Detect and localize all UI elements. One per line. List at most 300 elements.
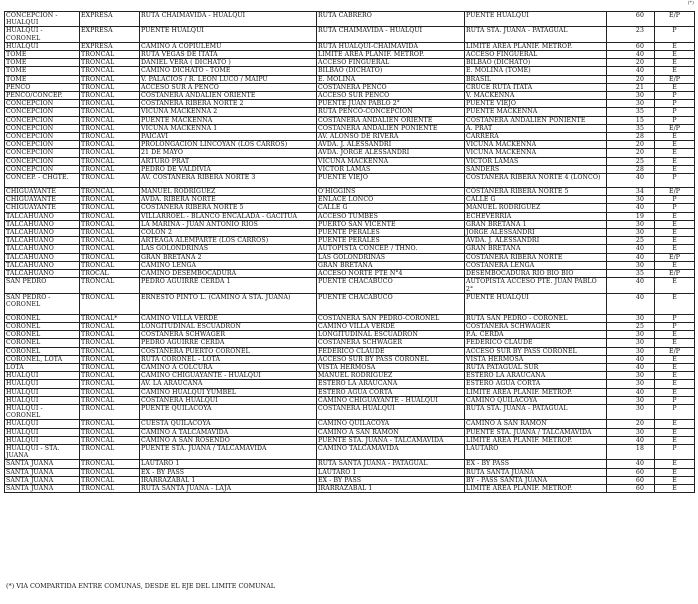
- cell-tipo: EXPRESA: [80, 12, 140, 27]
- cell-nombre-via: ACCESO SUR A PENCO: [140, 83, 317, 91]
- cell-estado: P: [655, 404, 695, 419]
- cell-estado: E: [655, 278, 695, 293]
- cell-hasta: VICUÑA MACKENNA: [465, 141, 607, 149]
- cell-tipo: TRONCAL: [80, 339, 140, 347]
- cell-tipo: TRONCAL: [80, 141, 140, 149]
- cell-nombre-via: RUTA CORONEL - LOTA: [140, 355, 317, 363]
- cell-estado: E: [655, 237, 695, 245]
- cell-hasta: COSTANERA ANDALIEN PONIENTE: [465, 116, 607, 124]
- cell-estado: E: [655, 67, 695, 75]
- cell-tipo: TRONCAL: [80, 67, 140, 75]
- cell-estado: E: [655, 141, 695, 149]
- cell-nombre-via: PAICAVI: [140, 133, 317, 141]
- cell-desde: COSTANERA SCHWAGER: [317, 339, 465, 347]
- cell-ancho: 40: [607, 293, 655, 314]
- cell-comuna: TALCAHUANO: [5, 220, 80, 228]
- table-row: [5, 468, 695, 476]
- cell-nombre-via: LAUTARO 1: [140, 460, 317, 468]
- cell-desde: GRAN BRETAÑA: [317, 261, 465, 269]
- cell-hasta: A. PRAT: [465, 124, 607, 132]
- cell-estado: P: [655, 204, 695, 212]
- cell-tipo: TRONCAL: [80, 100, 140, 108]
- table-row: [5, 133, 695, 141]
- cell-comuna: TALCAHUANO: [5, 261, 80, 269]
- cell-estado: E: [655, 363, 695, 371]
- cell-ancho: 40: [607, 355, 655, 363]
- table-row: [5, 396, 695, 404]
- cell-hasta: PUENTE MACKENNA: [465, 108, 607, 116]
- cell-tipo: TROCAL: [80, 270, 140, 278]
- cell-tipo: TRONCAL: [80, 372, 140, 380]
- cell-ancho: 60: [607, 468, 655, 476]
- cell-nombre-via: EX - BY PASS: [140, 468, 317, 476]
- table-row: [5, 204, 695, 212]
- table-row: [5, 116, 695, 124]
- table-row: [5, 444, 695, 459]
- cell-comuna: TALCAHUANO: [5, 253, 80, 261]
- cell-estado: E: [655, 220, 695, 228]
- cell-desde: RUTA CABRERO: [317, 12, 465, 27]
- cell-tipo: TRONCAL: [80, 83, 140, 91]
- cell-desde: E. MOLINA: [317, 75, 465, 83]
- cell-nombre-via: PUENTE STA. JUANA / TALCAMAVIDA: [140, 444, 317, 459]
- cell-hasta: ACCESO SUR BY PASS CORONEL: [465, 347, 607, 355]
- cell-ancho: 30: [607, 100, 655, 108]
- cell-estado: E: [655, 460, 695, 468]
- cell-estado: E: [655, 42, 695, 50]
- cell-nombre-via: CAMINO DICHATO - TOME: [140, 67, 317, 75]
- cell-ancho: 60: [607, 476, 655, 484]
- cell-hasta: ESTERO LA ARAUCANA: [465, 372, 607, 380]
- cell-tipo: TRONCAL: [80, 293, 140, 314]
- cell-ancho: 34: [607, 188, 655, 196]
- cell-comuna: HUALQUI - CORONEL: [5, 404, 80, 419]
- cell-estado: E: [655, 436, 695, 444]
- cell-ancho: 30: [607, 331, 655, 339]
- cell-desde: COSTANERA SAN PEDRO-CORONEL: [317, 314, 465, 322]
- cell-desde: VICTOR LAMAS: [317, 165, 465, 173]
- cell-hasta: ESTERO AGUA CORTA: [465, 380, 607, 388]
- cell-estado: E: [655, 428, 695, 436]
- cell-estado: P: [655, 92, 695, 100]
- cell-desde: COSTANERA PENCO: [317, 83, 465, 91]
- cell-hasta: LIMITE AREA PLANIF. METROP.: [465, 42, 607, 50]
- cell-ancho: 25: [607, 237, 655, 245]
- cell-desde: PUENTE JUAN PABLO 2°: [317, 100, 465, 108]
- cell-hasta: ACCESO FINGUERAL: [465, 51, 607, 59]
- cell-hasta: RUTA STA. JUANA - PATAGUAL: [465, 404, 607, 419]
- cell-tipo: EXPRESA: [80, 42, 140, 50]
- cell-desde: RUTA SANTA JUANA - PATAGUAL: [317, 460, 465, 468]
- cell-hasta: CARRERA: [465, 133, 607, 141]
- cell-estado: E/P: [655, 347, 695, 355]
- cell-nombre-via: VILLARROEL - BLANCO ENCALADA - GACITUA: [140, 212, 317, 220]
- cell-hasta: FEDERICO CLAUDE: [465, 339, 607, 347]
- table-row: [5, 165, 695, 173]
- table-row: [5, 100, 695, 108]
- cell-comuna: TALCAHUANO: [5, 212, 80, 220]
- cell-nombre-via: V. PALACIOS / R. LEON LUCO / MAIPU: [140, 75, 317, 83]
- cell-desde: IRARRAZABAL 1: [317, 484, 465, 492]
- cell-nombre-via: RUTA VEGAS DE ITATA: [140, 51, 317, 59]
- cell-nombre-via: CAMINO HUALQUI YUMBEL: [140, 388, 317, 396]
- cell-ancho: 40: [607, 388, 655, 396]
- cell-desde: VISTA HERMOSA: [317, 363, 465, 371]
- cell-tipo: TRONCAL: [80, 124, 140, 132]
- cell-comuna: HUALQUI: [5, 428, 80, 436]
- cell-comuna: TALCAHUANO: [5, 245, 80, 253]
- cell-tipo: TRONCAL: [80, 388, 140, 396]
- cell-hasta: CRUCE RUTA ITATA: [465, 83, 607, 91]
- roads-table: [4, 11, 695, 493]
- cell-ancho: 25: [607, 322, 655, 330]
- cell-estado: E: [655, 484, 695, 492]
- cell-ancho: 30: [607, 220, 655, 228]
- cell-ancho: 30: [607, 347, 655, 355]
- table-row: [5, 108, 695, 116]
- table-row: [5, 174, 695, 188]
- cell-desde: PUENTE PERALES: [317, 229, 465, 237]
- cell-estado: E/P: [655, 12, 695, 27]
- cell-ancho: 19: [607, 212, 655, 220]
- table-row: [5, 149, 695, 157]
- cell-hasta: PUENTE STA. JUANA / TALCAMAVIDA: [465, 428, 607, 436]
- cell-tipo: TRONCAL: [80, 460, 140, 468]
- cell-tipo: TRONCAL: [80, 196, 140, 204]
- cell-tipo: EXPRESA: [80, 27, 140, 42]
- cell-desde: MANUEL RODRIGUEZ: [317, 372, 465, 380]
- cell-hasta: VICUÑA MACKENNA: [465, 149, 607, 157]
- cell-ancho: 30: [607, 92, 655, 100]
- cell-comuna: TOME: [5, 75, 80, 83]
- cell-comuna: CHIGUAYANTE: [5, 204, 80, 212]
- cell-tipo: TRONCAL: [80, 174, 140, 188]
- cell-ancho: 30: [607, 380, 655, 388]
- cell-comuna: CORONEL: [5, 339, 80, 347]
- cell-ancho: 60: [607, 484, 655, 492]
- cell-desde: FEDERICO CLAUDE: [317, 347, 465, 355]
- cell-comuna: CONCEP. - CHGTE.: [5, 174, 80, 188]
- cell-comuna: CORONEL: [5, 314, 80, 322]
- cell-ancho: 18: [607, 444, 655, 459]
- cell-estado: E/P: [655, 270, 695, 278]
- cell-hasta: RUTA STA. JUANA - PATAGUAL: [465, 27, 607, 42]
- cell-nombre-via: LONGITUDINAL ESCUADRON: [140, 322, 317, 330]
- table-row: [5, 380, 695, 388]
- cell-ancho: 40: [607, 51, 655, 59]
- table-row: [5, 12, 695, 27]
- cell-comuna: HUALQUI: [5, 42, 80, 50]
- cell-comuna: TALCAHUANO: [5, 237, 80, 245]
- cell-estado: E: [655, 293, 695, 314]
- cell-tipo: TRONCAL: [80, 165, 140, 173]
- cell-estado: E/P: [655, 253, 695, 261]
- cell-nombre-via: DANIEL VERA ( DICHATO ): [140, 59, 317, 67]
- cell-ancho: 60: [607, 42, 655, 50]
- cell-tipo: TRONCAL: [80, 363, 140, 371]
- cell-ancho: 60: [607, 12, 655, 27]
- cell-nombre-via: PUENTE MACKENNA: [140, 116, 317, 124]
- cell-ancho: 20: [607, 59, 655, 67]
- cell-ancho: 30: [607, 261, 655, 269]
- cell-estado: P: [655, 108, 695, 116]
- cell-tipo: TRONCAL: [80, 420, 140, 428]
- cell-ancho: 30: [607, 428, 655, 436]
- cell-tipo: TRONCAL: [80, 51, 140, 59]
- cell-ancho: 20: [607, 141, 655, 149]
- cell-ancho: 40: [607, 253, 655, 261]
- cell-desde: PUENTE STA. JUANA - TALCAMAVIDA: [317, 436, 465, 444]
- cell-desde: O'HIGGINS: [317, 188, 465, 196]
- cell-desde: VICUÑA MACKENNA: [317, 157, 465, 165]
- cell-nombre-via: LA MARINA - JUAN ANTONIO RIOS: [140, 220, 317, 228]
- cell-estado: P: [655, 100, 695, 108]
- cell-ancho: 20: [607, 75, 655, 83]
- cell-hasta: RUTA SAN PEDRO - CORONEL: [465, 314, 607, 322]
- cell-hasta: RUTA SANTA JUANA: [465, 468, 607, 476]
- table-row: [5, 339, 695, 347]
- cell-hasta: LIMITE AREA PLANIF. METROP.: [465, 388, 607, 396]
- table-row: [5, 428, 695, 436]
- cell-hasta: LIMITE AREA PLANIF. METROP.: [465, 436, 607, 444]
- cell-hasta: COSTANERA RIBERA NORTE 4 (LONCO): [465, 174, 607, 188]
- cell-nombre-via: COSTANERA RIBERA NORTE 2: [140, 100, 317, 108]
- table-row: [5, 420, 695, 428]
- cell-hasta: PUENTE HUALQUI: [465, 12, 607, 27]
- cell-hasta: LIMITE AREA PLANIF. METROP.: [465, 484, 607, 492]
- cell-nombre-via: PEDRO AGUIRRE CERDA: [140, 339, 317, 347]
- cell-nombre-via: CAMINO A COPIULEMU: [140, 42, 317, 50]
- cell-estado: P: [655, 27, 695, 42]
- cell-estado: E: [655, 261, 695, 269]
- cell-ancho: 21: [607, 83, 655, 91]
- cell-desde: PUENTE PERALES: [317, 237, 465, 245]
- cell-desde: ACCESO SUR PENCO: [317, 92, 465, 100]
- table-row: [5, 372, 695, 380]
- cell-nombre-via: CAMINO A SAN ROSENDO: [140, 436, 317, 444]
- cell-desde: EX - BY PASS: [317, 476, 465, 484]
- table-row: [5, 347, 695, 355]
- cell-comuna: CONCEPCION: [5, 165, 80, 173]
- cell-tipo: TRONCAL: [80, 245, 140, 253]
- cell-nombre-via: CUESTA QUILACOYA: [140, 420, 317, 428]
- cell-hasta: COSTANERA RIBERA NORTE: [465, 253, 607, 261]
- table-row: [5, 476, 695, 484]
- cell-tipo: TRONCAL: [80, 322, 140, 330]
- table-row: [5, 245, 695, 253]
- cell-hasta: SANDERS: [465, 165, 607, 173]
- cell-desde: LAS GOLONDRINAS: [317, 253, 465, 261]
- cell-hasta: VICTOR LAMAS: [465, 157, 607, 165]
- cell-estado: E: [655, 380, 695, 388]
- cell-tipo: TRONCAL: [80, 476, 140, 484]
- cell-hasta: AUTOPISTA ACCESO PTE. JUAN PABLO 2°: [465, 278, 607, 293]
- cell-tipo: TRONCAL: [80, 484, 140, 492]
- cell-tipo: TRONCAL: [80, 75, 140, 83]
- cell-comuna: CONCEPCION: [5, 157, 80, 165]
- cell-ancho: 40: [607, 278, 655, 293]
- cell-comuna: CORONEL: [5, 347, 80, 355]
- table-row: [5, 188, 695, 196]
- cell-comuna: SAN PEDRO - CORONEL: [5, 293, 80, 314]
- cell-ancho: 40: [607, 460, 655, 468]
- cell-comuna: CORONEL: [5, 322, 80, 330]
- cell-nombre-via: RUTA SANTA JUANA - LAJA: [140, 484, 317, 492]
- cell-comuna: CONCEPCION: [5, 116, 80, 124]
- cell-estado: P: [655, 174, 695, 188]
- cell-comuna: HUALQUI: [5, 396, 80, 404]
- cell-comuna: CONCEPCION: [5, 100, 80, 108]
- cell-nombre-via: PROLONGACION LINCOYAN (LOS CARROS): [140, 141, 317, 149]
- cell-ancho: 30: [607, 196, 655, 204]
- cell-hasta: JORGE ALESSANDRI: [465, 229, 607, 237]
- cell-ancho: 40: [607, 436, 655, 444]
- cell-desde: LAUTARO 1: [317, 468, 465, 476]
- cell-hasta: EX - BY PASS: [465, 460, 607, 468]
- cell-desde: CALLE G: [317, 204, 465, 212]
- cell-tipo: TRONCAL: [80, 468, 140, 476]
- cell-hasta: E. MOLINA (TOME): [465, 67, 607, 75]
- cell-tipo: TRONCAL: [80, 380, 140, 388]
- cell-estado: E: [655, 83, 695, 91]
- cell-desde: ENLACE LONCO: [317, 196, 465, 204]
- cell-desde: CAMINO TALCAMAVIDA: [317, 444, 465, 459]
- cell-hasta: ECHEVERRIA: [465, 212, 607, 220]
- cell-tipo: TRONCAL: [80, 116, 140, 124]
- cell-tipo: TRONCAL: [80, 428, 140, 436]
- cell-desde: ACCESO NORTE PTE N°4: [317, 270, 465, 278]
- cell-desde: COSTANERA HUALQUI: [317, 404, 465, 419]
- cell-tipo: TRONCAL: [80, 404, 140, 419]
- page-header-fragment: (*): [687, 0, 694, 6]
- cell-comuna: TALCAHUANO: [5, 229, 80, 237]
- cell-hasta: P.A. CERDA: [465, 331, 607, 339]
- table-row: [5, 124, 695, 132]
- cell-nombre-via: PEDRO DE VALDIVIA: [140, 165, 317, 173]
- cell-desde: CAMINO A SAN RAMON: [317, 428, 465, 436]
- cell-hasta: GRAN BRETAÑA: [465, 245, 607, 253]
- cell-comuna: HUALQUI - STA. JUANA: [5, 444, 80, 459]
- cell-tipo: TRONCAL: [80, 253, 140, 261]
- cell-nombre-via: COSTANERA PUERTO CORONEL: [140, 347, 317, 355]
- cell-comuna: TOME: [5, 59, 80, 67]
- cell-nombre-via: GRAN BRETAÑA 2: [140, 253, 317, 261]
- cell-desde: PUENTE VIEJO: [317, 174, 465, 188]
- cell-tipo: TRONCAL: [80, 261, 140, 269]
- cell-comuna: LOTA: [5, 363, 80, 371]
- cell-nombre-via: PEDRO AGUIRRE CERDA 1: [140, 278, 317, 293]
- cell-desde: AVDA. J. ALESSANDRI: [317, 141, 465, 149]
- cell-desde: CAMINO VILLA VERDE: [317, 322, 465, 330]
- cell-tipo: TRONCAL: [80, 59, 140, 67]
- cell-ancho: 40: [607, 245, 655, 253]
- cell-ancho: 40: [607, 67, 655, 75]
- cell-tipo: TRONCAL: [80, 436, 140, 444]
- cell-comuna: CHIGUAYANTE: [5, 188, 80, 196]
- cell-comuna: SAN PEDRO: [5, 278, 80, 293]
- cell-desde: RUTA CHAIMAVIDA - HUALQUI: [317, 27, 465, 42]
- cell-hasta: PUENTE HUALQUI: [465, 293, 607, 314]
- cell-ancho: 35: [607, 124, 655, 132]
- cell-ancho: 25: [607, 157, 655, 165]
- cell-ancho: 30: [607, 404, 655, 419]
- cell-ancho: 40: [607, 204, 655, 212]
- cell-estado: E: [655, 388, 695, 396]
- cell-comuna: HUALQUI: [5, 388, 80, 396]
- table-row: [5, 331, 695, 339]
- cell-estado: E/P: [655, 188, 695, 196]
- cell-nombre-via: RUTA CHAIMAVIDA - HUALQUI: [140, 12, 317, 27]
- cell-hasta: COSTANERA SCHWAGER: [465, 322, 607, 330]
- table-row: [5, 484, 695, 492]
- cell-tipo: TRONCAL: [80, 396, 140, 404]
- cell-desde: PUENTE CHACABUCO: [317, 278, 465, 293]
- cell-comuna: CONCEPCION - HUALQUI: [5, 12, 80, 27]
- cell-ancho: 40: [607, 174, 655, 188]
- roads-table-body: [5, 12, 695, 493]
- cell-tipo: TRONCAL: [80, 237, 140, 245]
- cell-comuna: SANTA JUANA: [5, 460, 80, 468]
- table-row: [5, 363, 695, 371]
- cell-desde: CAMINO QUILACOYA: [317, 420, 465, 428]
- table-row: [5, 141, 695, 149]
- cell-desde: COSTANERA ANDALIEN ORIENTE: [317, 116, 465, 124]
- cell-tipo: TRONCAL: [80, 188, 140, 196]
- cell-comuna: SANTA JUANA: [5, 476, 80, 484]
- cell-estado: E: [655, 245, 695, 253]
- cell-comuna: SANTA JUANA: [5, 484, 80, 492]
- cell-hasta: MANUEL RODRIGUEZ: [465, 204, 607, 212]
- table-row: [5, 59, 695, 67]
- cell-desde: RUTA HUALQUI-CHAIMAVIDA: [317, 42, 465, 50]
- cell-estado: E: [655, 468, 695, 476]
- cell-comuna: HUALQUI: [5, 372, 80, 380]
- cell-estado: E: [655, 331, 695, 339]
- cell-nombre-via: ERNESTO PINTO L. (CAMINO A STA. JUANA): [140, 293, 317, 314]
- cell-desde: CAMINO CHIGUAYANTE - HUALQUI: [317, 396, 465, 404]
- cell-comuna: CONCEPCION: [5, 124, 80, 132]
- cell-estado: E: [655, 476, 695, 484]
- cell-ancho: 35: [607, 108, 655, 116]
- cell-desde: AUTOPISTA CONCEP. / THNO.: [317, 245, 465, 253]
- cell-nombre-via: COLON 2: [140, 229, 317, 237]
- cell-desde: ACCESO TUMBES: [317, 212, 465, 220]
- cell-ancho: 20: [607, 420, 655, 428]
- cell-hasta: CALLE G: [465, 196, 607, 204]
- cell-nombre-via: LAS GOLONDRINAS: [140, 245, 317, 253]
- cell-comuna: HUALQUI - CORONEL: [5, 27, 80, 42]
- footnote: (*) VIA COMPARTIDA ENTRE COMUNAS, DESDE EL EJE DEL LIMITE COMUNAL: [6, 582, 275, 590]
- cell-hasta: AVDA. J. ALESSANDRI: [465, 237, 607, 245]
- cell-desde: ESTERO AGUA CORTA: [317, 388, 465, 396]
- cell-comuna: PENCO: [5, 83, 80, 91]
- table-row: [5, 229, 695, 237]
- cell-hasta: V. MACKENNA: [465, 92, 607, 100]
- cell-hasta: RUTA PATAGUAL SUR: [465, 363, 607, 371]
- cell-nombre-via: PUENTE HUALQUI: [140, 27, 317, 42]
- cell-nombre-via: CAMINO A TALCAMAVIDA: [140, 428, 317, 436]
- cell-tipo: TRONCAL: [80, 108, 140, 116]
- cell-tipo: TRONCAL*: [80, 314, 140, 322]
- cell-nombre-via: COSTANERA HUALQUI: [140, 396, 317, 404]
- cell-nombre-via: ARTURO PRAT: [140, 157, 317, 165]
- cell-hasta: BRASIL: [465, 75, 607, 83]
- cell-estado: P: [655, 196, 695, 204]
- cell-estado: E: [655, 157, 695, 165]
- cell-hasta: COSTANERA LENGA: [465, 261, 607, 269]
- cell-ancho: 20: [607, 149, 655, 157]
- cell-comuna: TOME: [5, 67, 80, 75]
